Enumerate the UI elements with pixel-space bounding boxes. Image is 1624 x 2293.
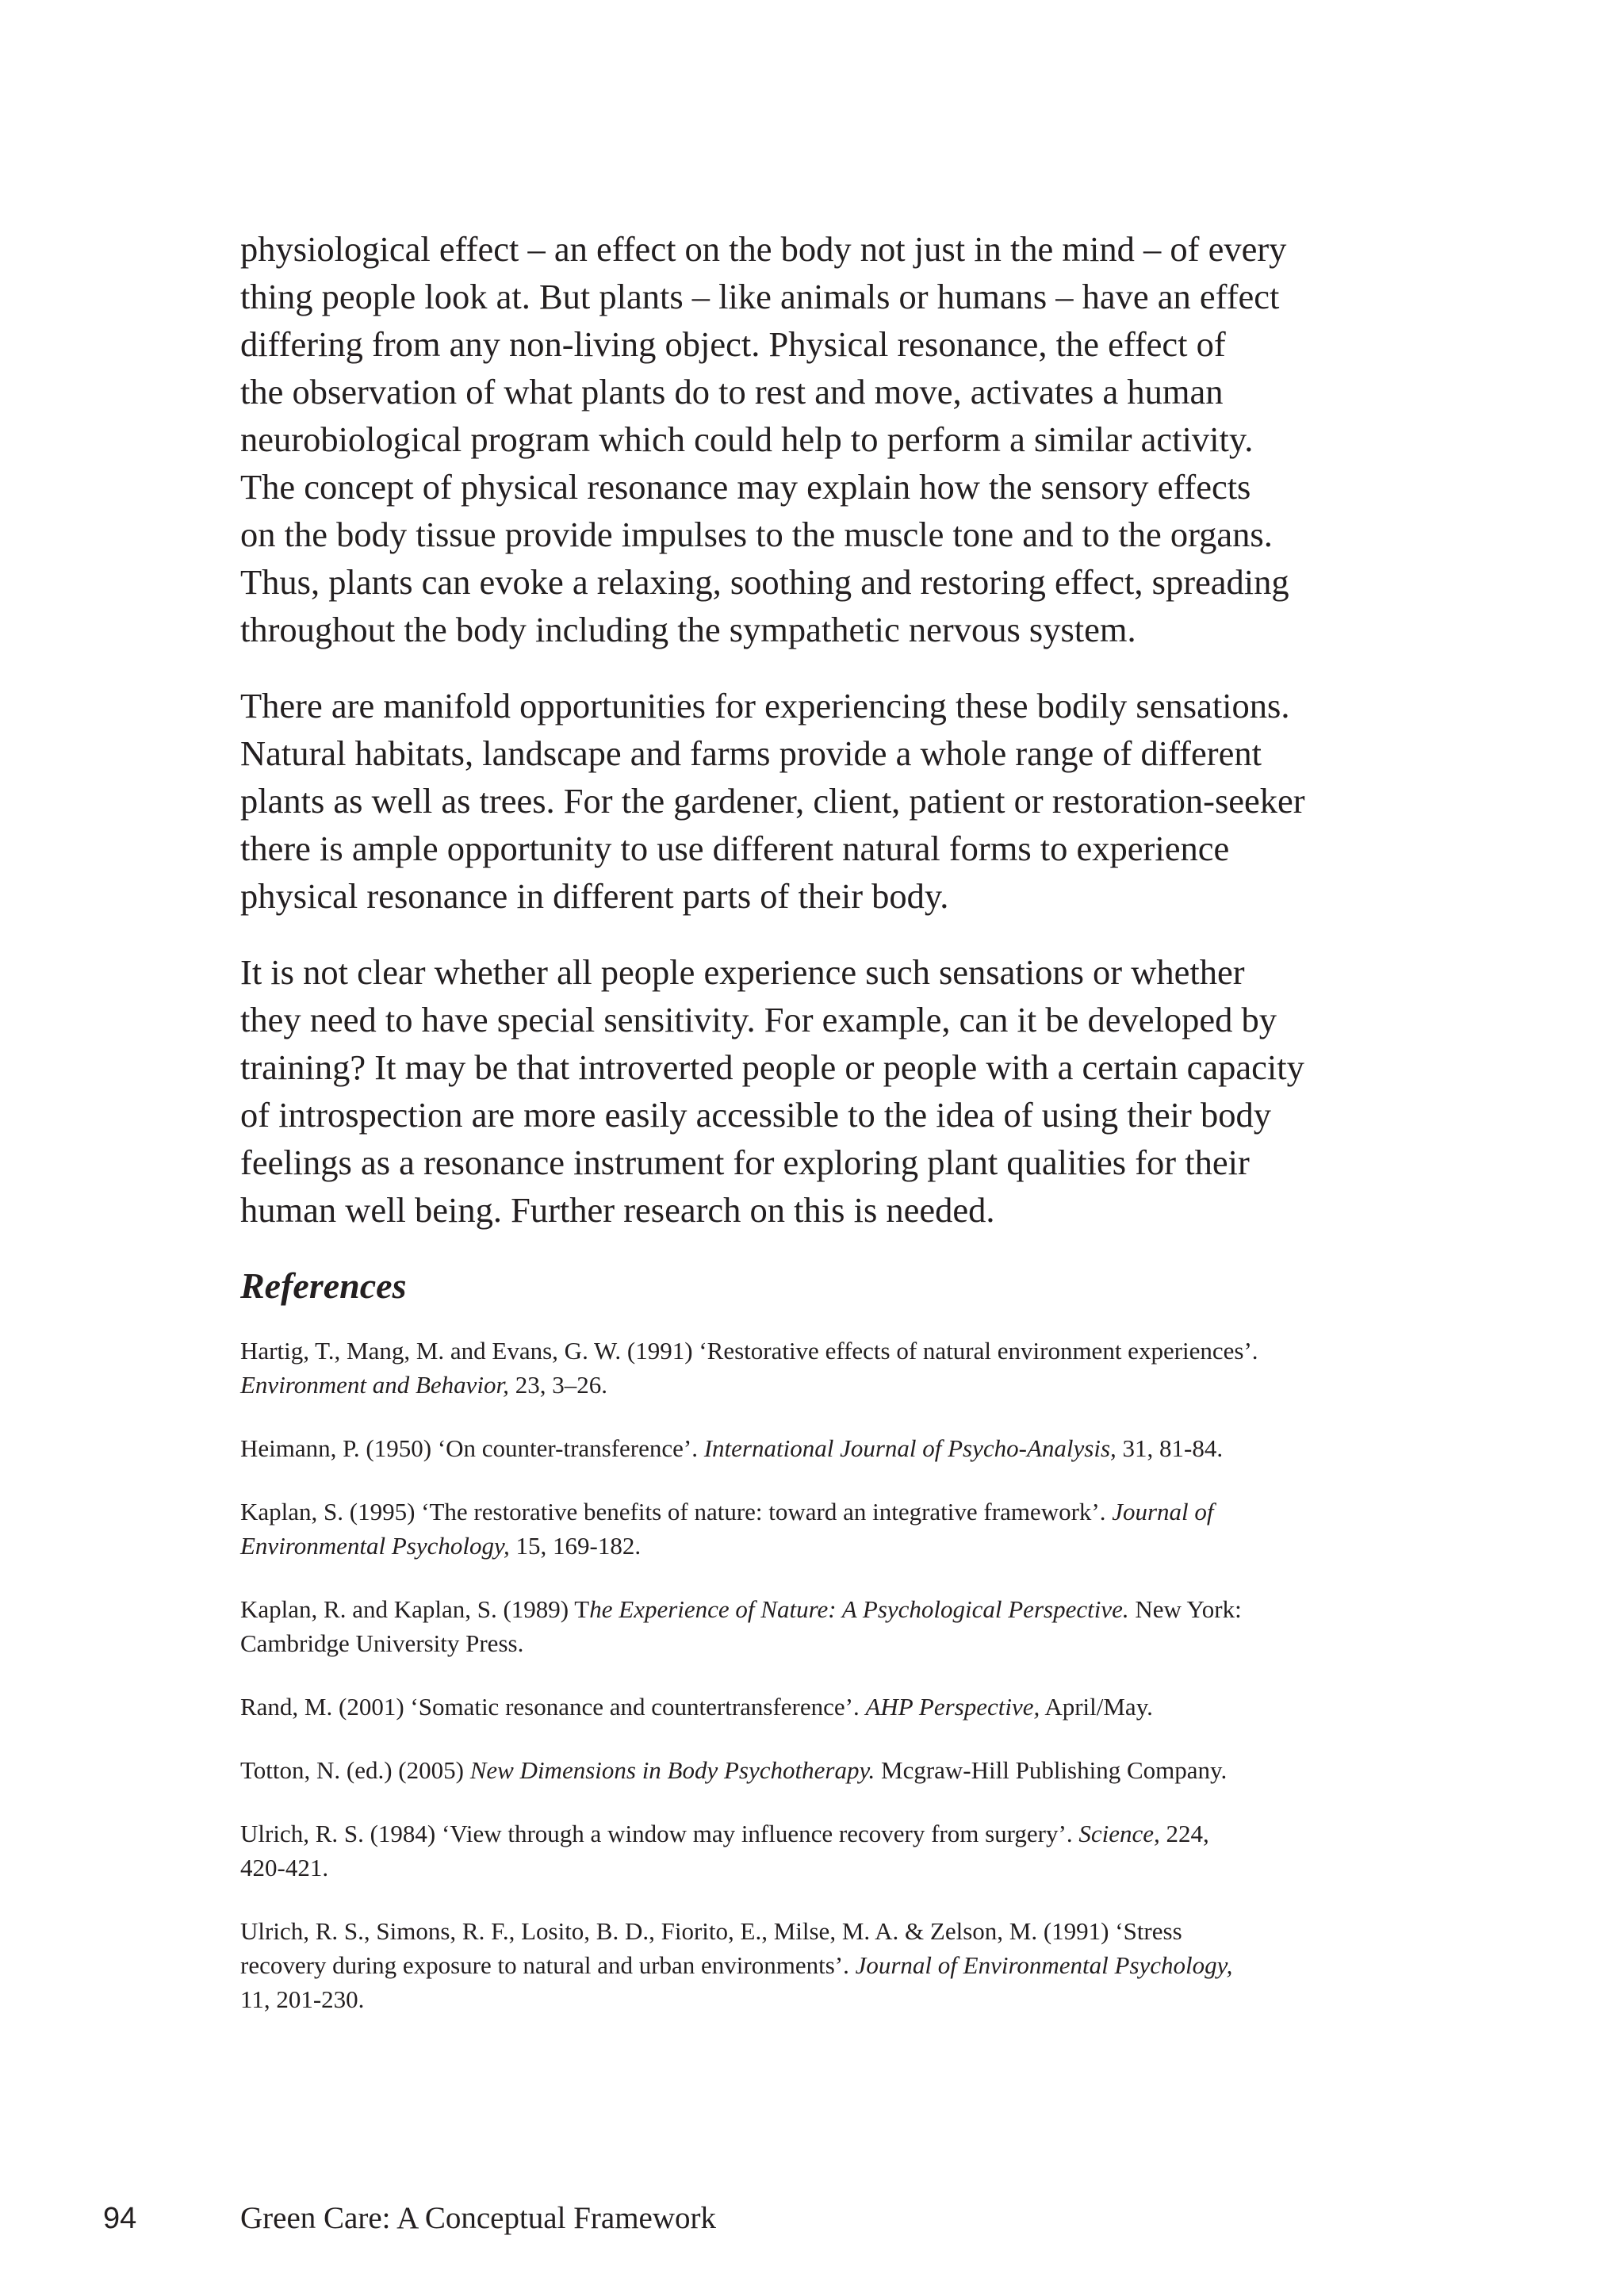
reference-line bbox=[240, 1368, 1374, 1402]
reference-source: he Experience of Nature: A Psychological Perspective. bbox=[589, 1595, 1129, 1623]
reference-entry bbox=[240, 1495, 1374, 1563]
reference-line bbox=[240, 1851, 1374, 1885]
reference-text: Kaplan, R. and Kaplan, S. (1989) T bbox=[240, 1595, 590, 1623]
reference-text: 23, 3–26. bbox=[508, 1371, 607, 1399]
reference-line bbox=[240, 1914, 1374, 1948]
reference-text: 31, 81-84. bbox=[1116, 1434, 1224, 1462]
text-line: Thus, plants can evoke a relaxing, soothing and restoring effect, spreading bbox=[240, 562, 1289, 602]
reference-text: 15, 169-182. bbox=[509, 1532, 642, 1560]
text-line: plants as well as trees. For the gardener, client, patient or restoration-seeker bbox=[240, 781, 1305, 821]
text-line: the observation of what plants do to rest and move, activates a human bbox=[240, 372, 1224, 412]
text-line: feelings as a resonance instrument for exploring plant qualities for their bbox=[240, 1143, 1250, 1182]
reference-entry bbox=[240, 1431, 1374, 1465]
reference-text: Ulrich, R. S. (1984) ‘View through a window may influence recovery from surgery’. bbox=[240, 1820, 1079, 1847]
reference-source: Environment and Behavior, bbox=[240, 1371, 509, 1399]
text-line: of introspection are more easily accessible to the idea of using their body bbox=[240, 1095, 1271, 1135]
text-line: The concept of physical resonance may explain how the sensory effects bbox=[240, 467, 1251, 507]
reference-text: 420-421. bbox=[240, 1854, 329, 1881]
reference-entry bbox=[240, 1690, 1374, 1724]
reference-text: recovery during exposure to natural and urban environments’. bbox=[240, 1951, 856, 1979]
text-line: throughout the body including the sympathetic nervous system. bbox=[240, 610, 1136, 649]
reference-entry bbox=[240, 1816, 1374, 1885]
text-line: human well being. Further research on this is needed. bbox=[240, 1190, 995, 1230]
text-line: differing from any non-living object. Physical resonance, the effect of bbox=[240, 324, 1226, 364]
text-line: on the body tissue provide impulses to the muscle tone and to the organs. bbox=[240, 515, 1273, 554]
reference-entry bbox=[240, 1753, 1374, 1787]
text-line: physical resonance in different parts of their body. bbox=[240, 876, 949, 916]
reference-text: Totton, N. (ed.) (2005) bbox=[240, 1756, 470, 1784]
reference-line bbox=[240, 1753, 1374, 1787]
reference-source: International Journal of Psycho-Analysis, bbox=[703, 1434, 1116, 1462]
reference-text: Ulrich, R. S., Simons, R. F., Losito, B. D., Fiorito, E., Milse, M. A. & Zelson, M. (1991) ‘Stress bbox=[240, 1917, 1182, 1945]
reference-source: Science, bbox=[1078, 1820, 1160, 1847]
reference-text: 224, bbox=[1159, 1820, 1209, 1847]
references-heading: References bbox=[240, 1265, 407, 1306]
text-line: neurobiological program which could help to perform a similar activity. bbox=[240, 419, 1254, 459]
reference-text: Heimann, P. (1950) ‘On counter-transference’. bbox=[240, 1434, 704, 1462]
reference-line bbox=[240, 1948, 1374, 1982]
reference-line bbox=[240, 1626, 1374, 1660]
running-footer-title: Green Care: A Conceptual Framework bbox=[240, 2201, 716, 2235]
reference-line bbox=[240, 1334, 1374, 1368]
text-line: they need to have special sensitivity. For example, can it be developed by bbox=[240, 1000, 1277, 1039]
reference-text: Rand, M. (2001) ‘Somatic resonance and countertransference’. bbox=[240, 1693, 866, 1721]
text-line: thing people look at. But plants – like animals or humans – have an effect bbox=[240, 277, 1280, 316]
text-line: training? It may be that introverted people or people with a certain capacity bbox=[240, 1047, 1304, 1087]
body-paragraph-3 bbox=[240, 948, 1374, 1234]
body-paragraph-2 bbox=[240, 682, 1374, 920]
reference-entry bbox=[240, 1914, 1374, 2016]
reference-source: New Dimensions in Body Psychotherapy. bbox=[469, 1756, 875, 1784]
reference-text: Kaplan, S. (1995) ‘The restorative benefits of nature: toward an integrative framework’. bbox=[240, 1498, 1113, 1525]
reference-text: Mcgraw-Hill Publishing Company. bbox=[875, 1756, 1228, 1784]
reference-text: Cambridge University Press. bbox=[240, 1629, 524, 1657]
reference-line bbox=[240, 1529, 1374, 1563]
reference-text: 11, 201-230. bbox=[240, 1985, 365, 2013]
text-line: there is ample opportunity to use different natural forms to experience bbox=[240, 829, 1230, 868]
reference-entry bbox=[240, 1334, 1374, 1402]
reference-entry bbox=[240, 1592, 1374, 1660]
text-line: It is not clear whether all people experience such sensations or whether bbox=[240, 952, 1245, 992]
body-paragraph-1 bbox=[240, 225, 1374, 653]
reference-text: Hartig, T., Mang, M. and Evans, G. W. (1991) ‘Restorative effects of natural environment experiences’. bbox=[240, 1337, 1258, 1365]
reference-source: Journal of Environmental Psychology, bbox=[855, 1951, 1233, 1979]
reference-line bbox=[240, 1495, 1374, 1529]
text-line: Natural habitats, landscape and farms provide a whole range of different bbox=[240, 733, 1262, 773]
reference-source: Environmental Psychology, bbox=[240, 1532, 510, 1560]
page-number: 94 bbox=[103, 2202, 137, 2235]
text-line: There are manifold opportunities for experiencing these bodily sensations. bbox=[240, 686, 1290, 725]
reference-source: Journal of bbox=[1112, 1498, 1214, 1525]
text-line: physiological effect – an effect on the body not just in the mind – of every bbox=[240, 229, 1287, 269]
reference-text: New York: bbox=[1128, 1595, 1242, 1623]
page-content bbox=[240, 225, 1374, 2046]
reference-line bbox=[240, 1982, 1374, 2016]
reference-source: AHP Perspective, bbox=[865, 1693, 1040, 1721]
reference-line bbox=[240, 1592, 1374, 1626]
reference-line bbox=[240, 1431, 1374, 1465]
reference-text: April/May. bbox=[1040, 1693, 1153, 1721]
reference-line bbox=[240, 1816, 1374, 1851]
reference-line bbox=[240, 1690, 1374, 1724]
